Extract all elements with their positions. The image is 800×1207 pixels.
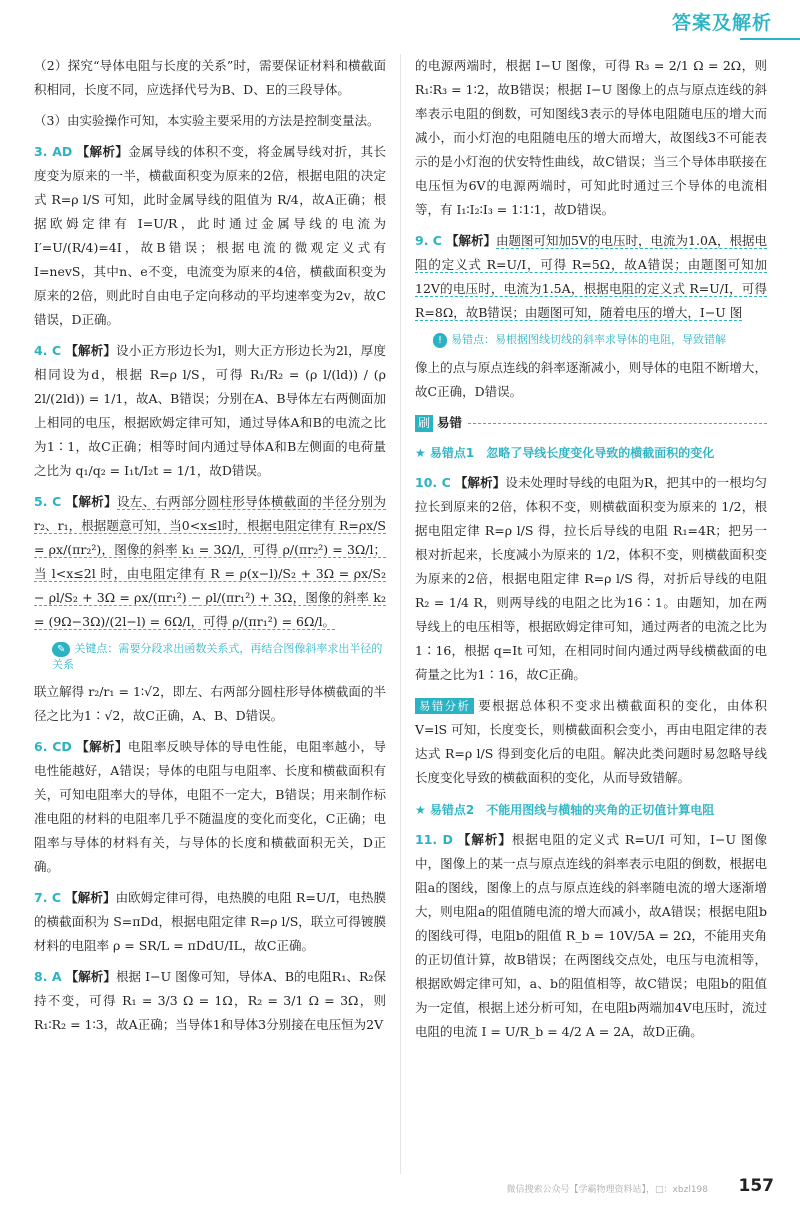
answer-9-number: 9. C bbox=[415, 233, 442, 248]
answer-3-tag: 【解析】 bbox=[76, 144, 129, 159]
answer-3-number: 3. AD bbox=[34, 144, 73, 159]
answer-9-tag: 【解析】 bbox=[445, 233, 496, 248]
answer-10-tag: 【解析】 bbox=[454, 475, 506, 490]
column-divider bbox=[400, 54, 401, 1174]
answer-5-tip-text: 关键点：需要分段求出函数关系式，再结合图像斜率求出半径的关系 bbox=[52, 642, 383, 671]
pitfall-1-title: ★ 易错点1 忽略了导线长度变化导致的横截面积的变化 bbox=[415, 446, 715, 460]
analysis-text: 要根据总体积不变求出横截面积的变化，由体积 V=lS 可知，长度变长，则横截面积会变小，再由电阻定律的表达式 R=ρ l/S 得到变化后的电阻。解决此类问题时易忽略导线长度变化导致的横截面积的变化，从而导致错解。 bbox=[415, 698, 767, 785]
pitfall-icon: ! bbox=[433, 333, 447, 348]
pitfall-analysis bbox=[415, 694, 767, 790]
answer-9 bbox=[415, 229, 767, 325]
header-rule bbox=[740, 38, 800, 40]
answer-7-text: 由欧姆定律可得，电热膜的电阻 R=U/I，电热膜的横截面积为 S=πDd，根据电阻定律 R=ρ l/S，联立可得镀膜材料的电阻率 ρ = SR/L = πDdU/IL，故C正确。 bbox=[34, 890, 386, 953]
q2-cont-2: （3）由实验操作可知，本实验主要采用的方法是控制变量法。 bbox=[34, 113, 380, 128]
answer-9-text: 由题图可知加5V的电压时，电流为1.0A，根据电阻的定义式 R=U/I，可得 R=5Ω，故A错误；由题图可知加12V的电压时，电流为1.5A，根据电阻的定义式 R=U/I，可得 R=8Ω，故B错误；由题图可知，随着电压的增大，I−U 图 bbox=[415, 233, 767, 320]
answer-7 bbox=[34, 886, 386, 958]
answer-11 bbox=[415, 828, 767, 1044]
section-title: 易错 bbox=[437, 415, 463, 430]
page-number: 157 bbox=[738, 1176, 774, 1196]
answer-11-text: 根据电阻的定义式 R=U/I 可知，I−U 图像中，图像上的某一点与原点连线的斜率表示电阻的倒数，根据电阻a的图线，图像上的点与原点连线的斜率随电流的增大逐渐增大，则电阻a的阻值随电流的增大而减小，故A错误；根据电阻b的图线可得，电阻b的阻值 R_b = 10V/5A = 2Ω，不能用夹角的正切值计算，故B错误；在两图线交点处，电压与电流相等，根据欧姆定律可知，a、b的阻值相等，故C错误；电阻b的阻值为一定值，根据上述分析可知，在电阻b两端加4V电压时，流过电阻的电流 I = U/R_b = 4/2 A = 2A，故D正确。 bbox=[415, 832, 767, 1039]
answer-5-number: 5. C bbox=[34, 494, 62, 509]
answer-10 bbox=[415, 471, 767, 687]
right-column bbox=[415, 54, 767, 1051]
answer-8-tag: 【解析】 bbox=[65, 969, 116, 984]
answer-10-text: 设未处理时导线的电阻为R，把其中的一根均匀拉长到原来的2倍，体积不变，则横截面积变为原来的 1/2，根据电阻定律 R=ρ l/S 得，拉长后导线的电阻 R₁=4R；把另一根对折起来，长度减小为原来的 1/2，体积不变，则横截面积变为原来的2倍，根据电阻定律 R=ρ l/S 得，对折后导线的电阻 R₂ = 1/4 R，则两导线的电阻之比为16∶1。由题知，加在两导线上的电压相等，根据欧姆定律可知，通过两者的电流之比为1∶16，根据 q=It 可知，在相同时间内通过两导线横截面的电荷量之比为1∶16，故C正确。 bbox=[415, 475, 767, 682]
analysis-label: 易错分析 bbox=[415, 698, 474, 714]
answer-4-text: 设小正方形边长为l，则大正方形边长为2l，厚度相同设为d，根据 R=ρ l/S，可得 R₁/R₂ = (ρ l/(ld)) / (ρ 2l/(2ld)) = 1/1，故A、B错误；分别在A、B导体左右两侧面加上相同的电压，根据欧姆定律可知，通过导体A和B的电流之比为1∶1，故C正确；相等时间内通过导体A和B左侧面的电荷量之比为 q₁/q₂ = I₁t/I₂t = 1/1，故D错误。 bbox=[34, 343, 386, 478]
answer-8-text: 根据 I−U 图像可知，导体A、B的电阻R₁、R₂保持不变，可得 R₁ = 3/3 Ω = 1Ω，R₂ = 3/1 Ω = 3Ω，则 R₁∶R₂ = 1∶3，故A正确；当导体1和导体3分别接在电压恒为2V bbox=[34, 969, 386, 1032]
answer-3 bbox=[34, 140, 386, 332]
answer-5-cont: 联立解得 r₂/r₁ = 1∶√2，即左、右两部分圆柱形导体横截面的半径之比为1∶√2，故C正确，A、B、D错误。 bbox=[34, 684, 386, 723]
answer-8-cont: 的电源两端时，根据 I−U 图像，可得 R₃ = 2/1 Ω = 2Ω，则 R₁∶R₃ = 1∶2，故B错误；根据 I−U 图像上的点与原点连线的斜率表示电阻的倒数，可知图线3表示的导体电阻随电压的增大而减小，而小灯泡的电阻随电压的增大而增大，故图线3不可能表示的是小灯泡的伏安特性曲线，故C错误；当三个导体串联接在电压恒为6V的电源两端时，可知此时通过三个导体的电流相等，有 I₁∶I₂∶I₃ = 1∶1∶1，故D错误。 bbox=[415, 58, 767, 217]
key-point-icon: ✎ bbox=[52, 642, 70, 657]
section-rule bbox=[468, 422, 767, 424]
pitfall-2-title: ★ 易错点2 不能用图线与横轴的夹角的正切值计算电阻 bbox=[415, 803, 715, 817]
answer-4-tag: 【解析】 bbox=[65, 343, 117, 358]
answer-6-tag: 【解析】 bbox=[76, 739, 128, 754]
answer-9-cont: 像上的点与原点连线的斜率逐渐减小，则导体的电阻不断增大，故C正确，D错误。 bbox=[415, 360, 767, 399]
answer-5-text: 设左、右两部分圆柱形导体横截面的半径分别为r₂、r₁，根据题意可知，当0<x≤l时，根据电阻定律有 R=ρx/S = ρx/(πr₂²)，图像的斜率 k₁ = 3Ω/l，可得 ρ/(πr₂²) = 3Ω/l；当 l<x≤2l 时，由电阻定律有 R = ρ(x−l)/S₂ + 3Ω = ρx/S₂ − ρl/S₂ + 3Ω = ρx/(πr₁²) − ρl/(πr₁²) + 3Ω，图像的斜率 k₂ = (9Ω−3Ω)/(2l−l) = 6Ω/l，可得 ρ/(πr₁²) = 6Ω/l。 bbox=[34, 494, 386, 629]
answer-8 bbox=[34, 965, 386, 1037]
answer-7-number: 7. C bbox=[34, 890, 62, 905]
answer-4-number: 4. C bbox=[34, 343, 62, 358]
answer-5-tip bbox=[52, 641, 386, 672]
answer-6-number: 6. CD bbox=[34, 739, 72, 754]
answer-6 bbox=[34, 735, 386, 879]
answer-10-number: 10. C bbox=[415, 475, 451, 490]
answer-8-number: 8. A bbox=[34, 969, 62, 984]
answer-4 bbox=[34, 339, 386, 483]
footer-watermark: 微信搜索公众号【学霸物理资料站】，□：xbzl198 bbox=[506, 1185, 708, 1195]
answer-5-tag: 【解析】 bbox=[65, 494, 117, 509]
answer-5 bbox=[34, 490, 386, 634]
q2-cont-1: （2）探究“导体电阻与长度的关系”时，需要保证材料和横截面积相同，长度不同，应选择代号为B、D、E的三段导体。 bbox=[34, 58, 386, 97]
left-column bbox=[34, 54, 386, 1044]
answer-11-number: 11. D bbox=[415, 832, 453, 847]
section-heading bbox=[415, 411, 767, 435]
answer-3-text: 金属导线的体积不变，将金属导线对折，其长度变为原来的一半，横截面积变为原来的2倍，根据电阻的决定式 R=ρ l/S 可知，此时金属导线的阻值为 R/4，故A正确；根据欧姆定律有 I=U/R，此时通过金属导线的电流为 I′=U/(R/4)=4I，故B错误；根据电流的微观定义式有 I=nevS，其中n、e不变，电流变为原来的4倍，横截面积变为原来的2倍，则此时自由电子定向移动的平均速率变为2v，故C错误，D正确。 bbox=[34, 144, 386, 327]
answer-7-tag: 【解析】 bbox=[65, 890, 116, 905]
answer-9-tip bbox=[433, 332, 767, 348]
answer-9-tip-text: 易错点：易根据图线切线的斜率求导体的电阻，导致错解 bbox=[451, 333, 727, 346]
section-badge: 刷 bbox=[415, 415, 433, 432]
answer-11-tag: 【解析】 bbox=[457, 832, 512, 847]
answer-6-text: 电阻率反映导体的导电性能，电阻率越小，导电性能越好，A错误；导体的电阻与电阻率、长度和横截面积有关，可知电阻率大的导体，电阻不一定大，B错误；用来制作标准电阻的材料的电阻率几乎不随温度的变化而变化，C正确；电阻率与导体的材料有关，与导体的长度和横截面积无关，D正确。 bbox=[34, 739, 386, 874]
header-title: 答案及解析 bbox=[671, 12, 772, 34]
